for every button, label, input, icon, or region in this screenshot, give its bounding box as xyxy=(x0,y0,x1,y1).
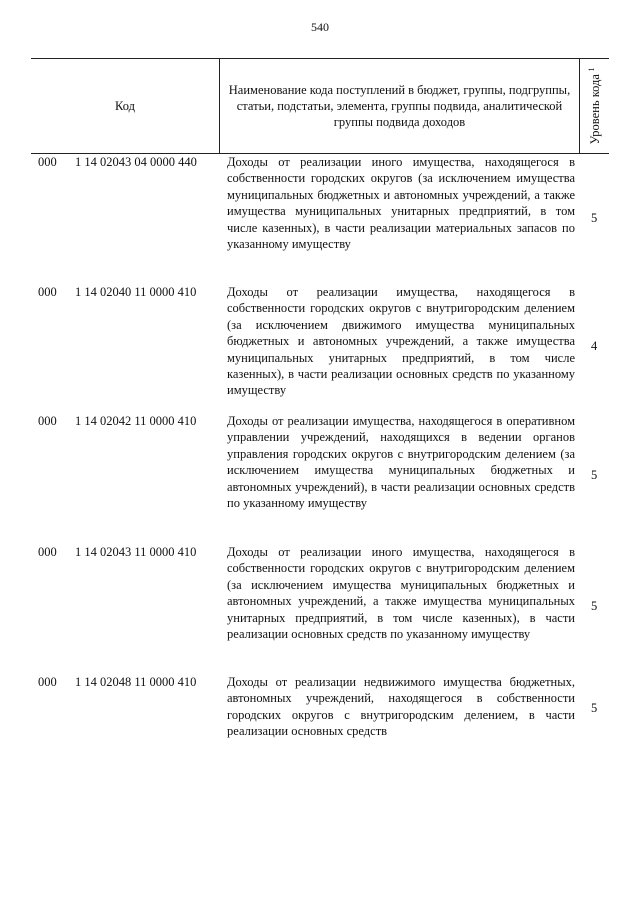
header-level-rotated xyxy=(586,68,602,145)
row-level: 5 xyxy=(591,468,598,482)
row-code: 1 14 02043 11 0000 410 xyxy=(75,545,197,559)
row-description: Доходы от реализации имущества, находящегося в оперативном управлении учреждений, находящихся в ведении органов управления городских округов с внутригородским делением (за исключением имущества муниципальных бюджетных и автономных учреждений), в части реализации основных средств по указанному имуществу xyxy=(227,414,575,511)
row-prefix: 000 xyxy=(38,155,57,169)
header-level xyxy=(580,59,609,153)
table-row xyxy=(31,544,609,660)
row-level: 5 xyxy=(591,211,598,225)
header-code-label: Код xyxy=(115,98,135,113)
header-code xyxy=(31,59,219,153)
row-level: 5 xyxy=(591,701,598,715)
table-row xyxy=(31,154,609,270)
row-code: 1 14 02043 04 0000 440 xyxy=(75,155,197,169)
header-level-label: Уровень кода xyxy=(587,74,602,145)
table-row xyxy=(31,413,609,529)
table-row xyxy=(31,284,609,400)
row-description: Доходы от реализации имущества, находящегося в собственности городских округов с внутригородским делением (за исключением движимого имущества муниципальных бюджетных и автономных учреждений, а также имущества муниципальных унитарных предприятий, в том числе казенных), в части реализации основных средств по указанному имуществу xyxy=(227,285,575,398)
table-row xyxy=(31,674,609,754)
header-name-label: Наименование кода поступлений в бюджет, группы, подгруппы, статьи, подстатьи, элемента, группы подвида, аналитической группы подвида доходов xyxy=(228,83,571,129)
row-description: Доходы от реализации иного имущества, находящегося в собственности городских округов с внутригородским делением (за исключением имущества муниципальных бюджетных и автономных учреждений, а также имущества муниципальных унитарных предприятий, в том числе казенных), в части реализации основных средств по указанному имуществу xyxy=(227,545,575,642)
row-description: Доходы от реализации недвижимого имущества бюджетных, автономных учреждений, находящегося в собственности городских округов с внутригородским делением, в части реализации основных средств xyxy=(227,675,575,739)
header-level-footnote: 1 xyxy=(586,67,596,72)
page-number: 540 xyxy=(311,20,329,34)
row-level: 5 xyxy=(591,599,598,613)
row-code: 1 14 02048 11 0000 410 xyxy=(75,675,197,689)
row-description: Доходы от реализации иного имущества, находящегося в собственности городских округов (за исключением имущества муниципальных бюджетных и автономных учреждений, а также имущества муниципальных унитарных предприятий, в том числе казенных), в части реализации материальных запасов по указанному имуществу xyxy=(227,155,575,252)
row-level: 4 xyxy=(591,339,598,353)
row-code: 1 14 02040 11 0000 410 xyxy=(75,285,197,299)
row-prefix: 000 xyxy=(38,545,57,559)
row-code: 1 14 02042 11 0000 410 xyxy=(75,414,197,428)
row-prefix: 000 xyxy=(38,285,57,299)
header-name xyxy=(220,59,579,153)
table-header xyxy=(31,58,609,154)
row-prefix: 000 xyxy=(38,675,57,689)
row-prefix: 000 xyxy=(38,414,57,428)
